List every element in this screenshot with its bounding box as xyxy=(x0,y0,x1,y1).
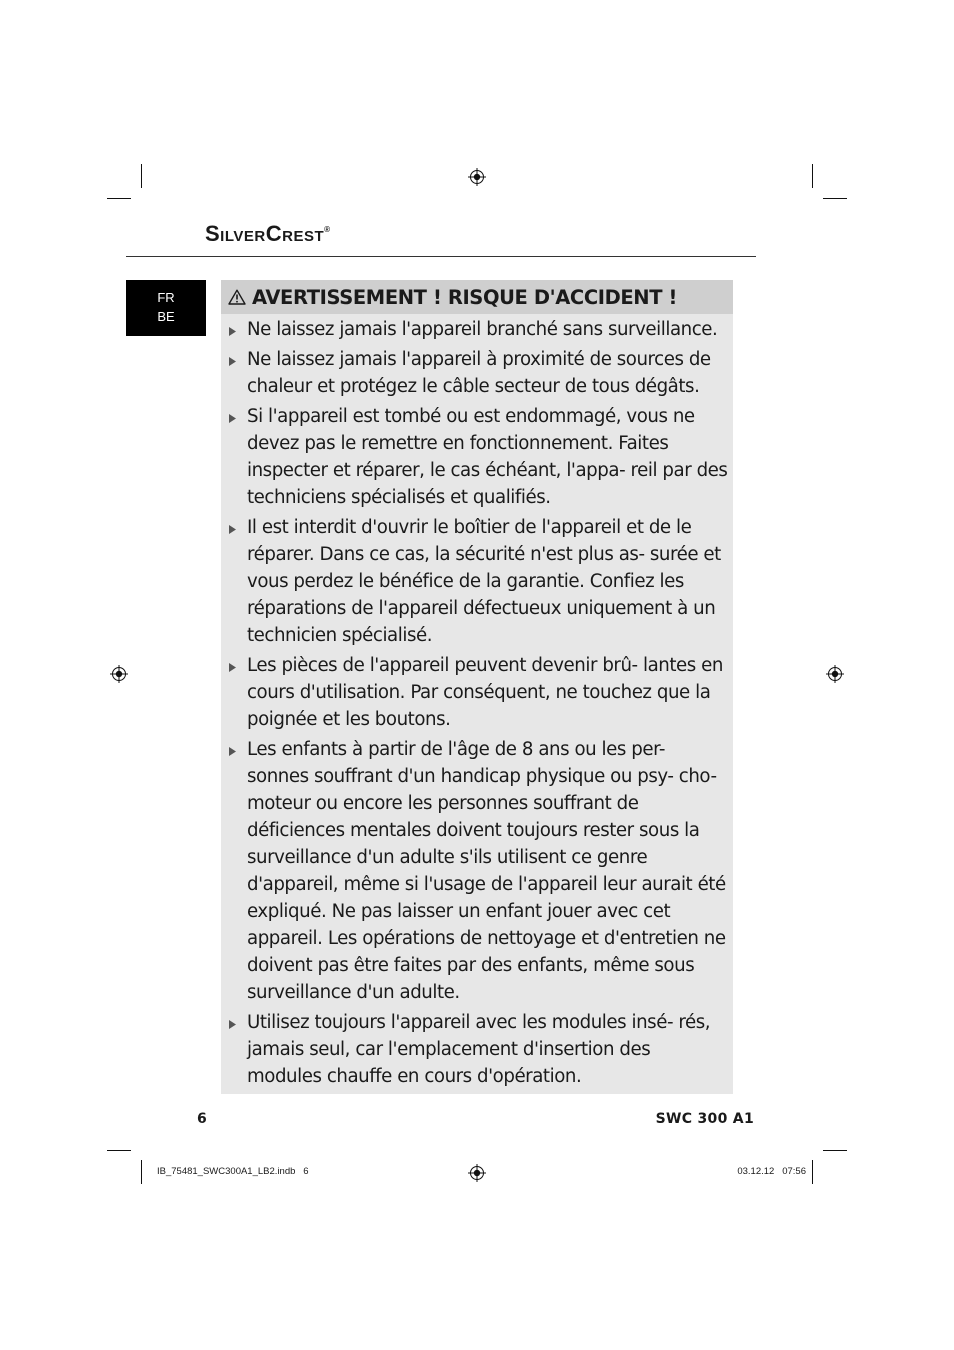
bullet-arrow-icon xyxy=(229,747,236,756)
bullet-arrow-icon xyxy=(229,1020,236,1029)
list-item-text: Les enfants à partir de l'âge de 8 ans ou les per- sonnes souffrant d'un handicap physique ou psy- cho-moteur ou encore les personnes souffrant de déficiences mentales doivent toujours rester sous la surveillance d'un adulte s'ils utilisent ce genre d'appareil, même si l'usage de l'appareil leur aurait été expliqué. Ne pas laisser un enfant jouer avec cet appareil. Les opérations de nettoyage et d'entretien ne doivent pas être faites par des enfants, même sous surveillance d'un adulte. xyxy=(247,739,726,1003)
brand-logo xyxy=(205,221,331,247)
list-item xyxy=(229,652,729,733)
list-item-text: Ne laissez jamais l'appareil à proximité de sources de chaleur et protégez le câble secteur de tous dégâts. xyxy=(247,349,711,397)
registration-mark-icon xyxy=(468,1164,486,1182)
list-item xyxy=(229,1009,729,1090)
crop-mark xyxy=(812,1160,813,1184)
warning-title: AVERTISSEMENT ! RISQUE D'ACCIDENT ! xyxy=(252,285,677,309)
warning-list xyxy=(229,316,729,1093)
registration-mark-icon xyxy=(110,665,128,683)
crop-mark xyxy=(812,164,813,188)
language-tab-line2: BE xyxy=(157,309,175,324)
page-number: 6 xyxy=(197,1111,207,1127)
bullet-arrow-icon xyxy=(229,327,236,336)
list-item-text: Si l'appareil est tombé ou est endommagé, vous ne devez pas le remettre en fonctionnement. Faites inspecter et réparer, le cas échéant, l'appa- reil par des techniciens spécialisés et qualifiés. xyxy=(247,406,728,508)
list-item xyxy=(229,514,729,649)
warning-triangle-icon xyxy=(228,289,246,305)
print-file-info: IB_75481_SWC300A1_LB2.indb 6 xyxy=(157,1166,309,1177)
registration-mark-icon xyxy=(826,665,844,683)
bullet-arrow-icon xyxy=(229,663,236,672)
language-tab xyxy=(126,280,206,336)
print-date-info: 03.12.12 07:56 xyxy=(737,1166,806,1177)
crop-mark xyxy=(141,1160,142,1184)
warning-header xyxy=(221,280,733,314)
model-number: SWC 300 A1 xyxy=(655,1111,754,1127)
list-item xyxy=(229,316,729,343)
registration-mark-icon xyxy=(468,168,486,186)
crop-mark xyxy=(823,198,847,199)
list-item-text: Utilisez toujours l'appareil avec les modules insé- rés, jamais seul, car l'emplacement d'insertion des modules chauffe en cours d'opération. xyxy=(247,1012,711,1087)
crop-mark xyxy=(107,198,131,199)
bullet-arrow-icon xyxy=(229,525,236,534)
brand-logo-part1: Silver xyxy=(205,221,266,246)
list-item-text: Il est interdit d'ouvrir le boîtier de l'appareil et de le réparer. Dans ce cas, la sécurité n'est plus as- surée et vous perdez le bénéfice de la garantie. Confiez les réparations de l'appareil défectueux uniquement à un technicien spécialisé. xyxy=(247,517,721,646)
language-tab-line1: FR xyxy=(157,290,175,305)
list-item xyxy=(229,736,729,1006)
warning-box xyxy=(221,280,733,1094)
list-item xyxy=(229,403,729,511)
header-divider xyxy=(126,256,756,257)
crop-mark xyxy=(107,1150,131,1151)
crop-mark xyxy=(823,1150,847,1151)
registered-mark: ® xyxy=(324,225,331,234)
list-item-text: Ne laissez jamais l'appareil branché sans surveillance. xyxy=(247,319,718,340)
bullet-arrow-icon xyxy=(229,414,236,423)
list-item xyxy=(229,346,729,400)
bullet-arrow-icon xyxy=(229,357,236,366)
list-item-text: Les pièces de l'appareil peuvent devenir brû- lantes en cours d'utilisation. Par conséquent, ne touchez que la poignée et les boutons. xyxy=(247,655,723,730)
brand-logo-part2: Crest xyxy=(265,221,325,246)
crop-mark xyxy=(141,164,142,188)
